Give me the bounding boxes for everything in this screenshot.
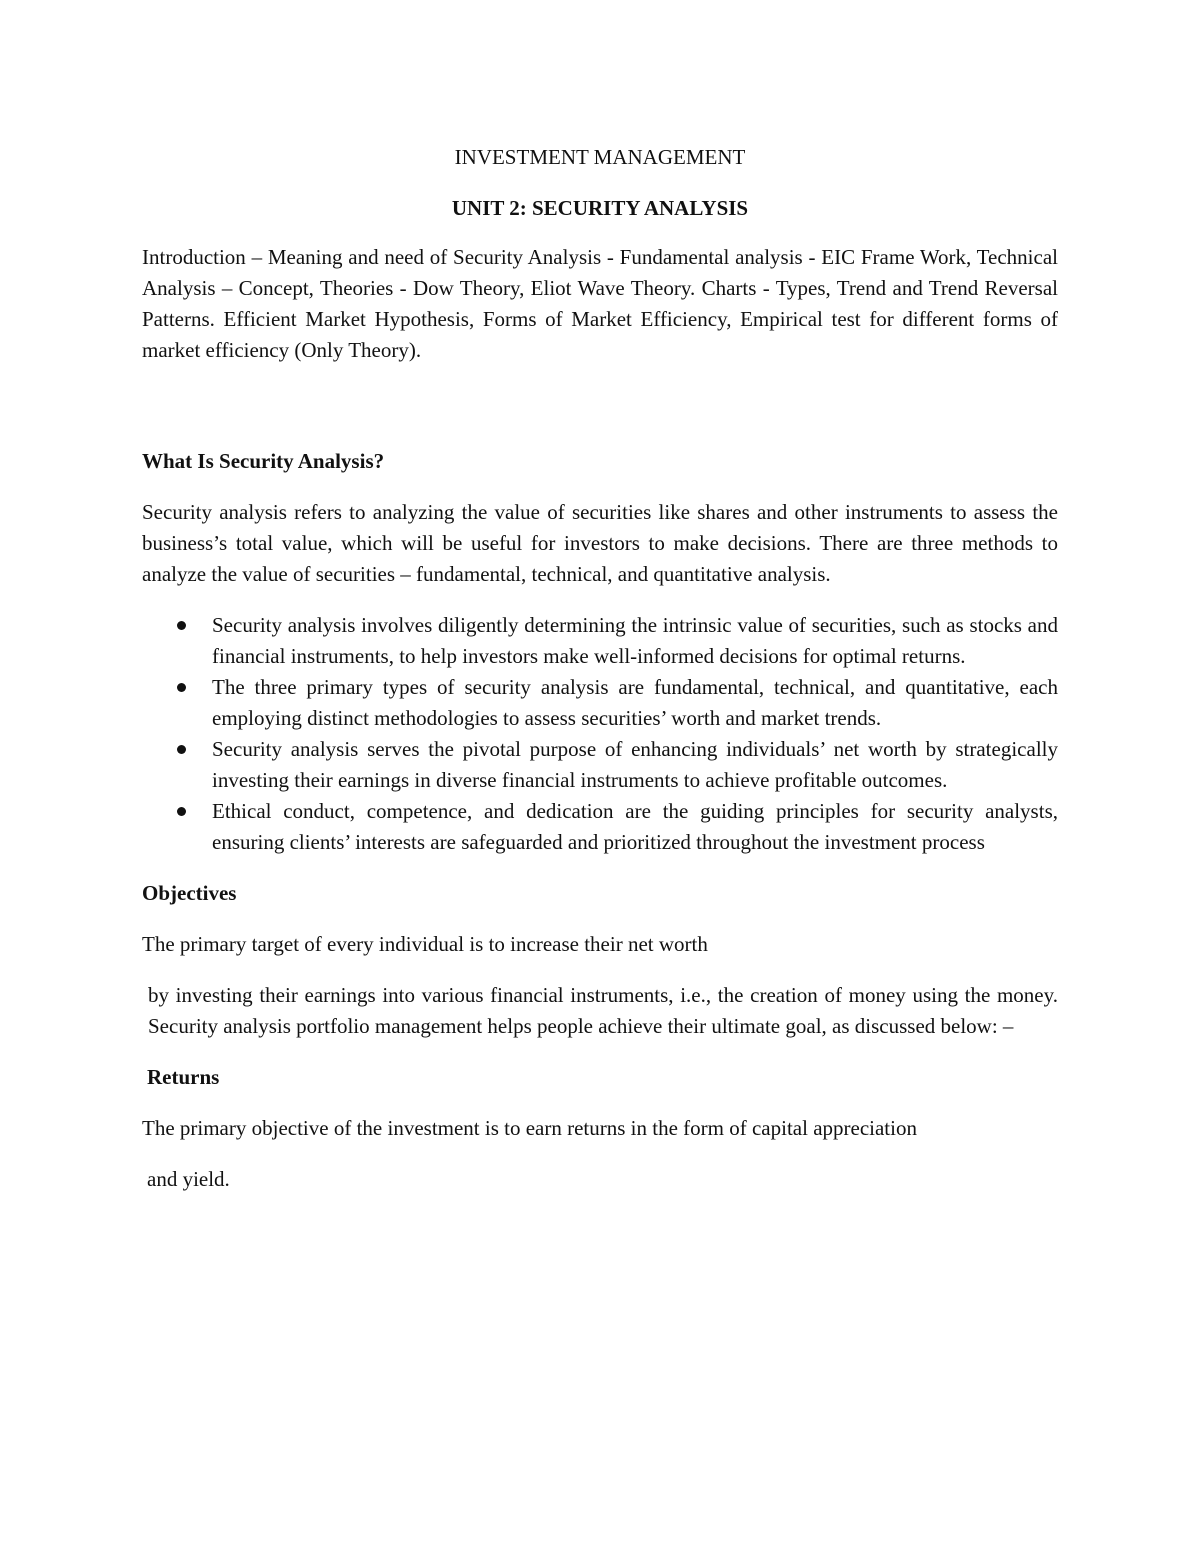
bullet-icon xyxy=(177,683,186,692)
list-item-text: Ethical conduct, competence, and dedication are the guiding principles for security analysts, ensuring clients’ interests are safeguarded and prioritized throughout the investment process xyxy=(212,799,1058,854)
returns-line-continued: and yield. xyxy=(147,1167,230,1191)
what-is-paragraph: Security analysis refers to analyzing the value of securities like shares and other instruments to assess the business’s total value, which will be useful for investors to make decisions. There are three methods to analyze the value of securities – fundamental, technical, and quantitative analysis. xyxy=(142,500,1058,586)
list-item-text: Security analysis serves the pivotal purpose of enhancing individuals’ net worth by strategically investing their earnings in diverse financial instruments to achieve profitable outcomes. xyxy=(212,737,1058,792)
list-item xyxy=(142,796,1058,858)
key-points-list xyxy=(142,610,1058,858)
objectives-line: The primary target of every individual is to increase their net worth xyxy=(142,932,708,956)
list-item xyxy=(142,734,1058,796)
bullet-icon xyxy=(177,745,186,754)
unit-title: UNIT 2: SECURITY ANALYSIS xyxy=(451,196,749,220)
returns-heading: Returns xyxy=(147,1065,220,1089)
syllabus-paragraph: Introduction – Meaning and need of Security Analysis - Fundamental analysis - EIC Frame Work, Technical Analysis – Concept, Theories - Dow Theory, Eliot Wave Theory. Charts - Types, Trend and Trend Reversal Patterns. Efficient Market Hypothesis, Forms of Market Efficiency, Empirical test for different forms of market efficiency (Only Theory). xyxy=(142,245,1058,362)
returns-line: The primary objective of the investment is to earn returns in the form of capital appreciation xyxy=(142,1116,917,1140)
objectives-paragraph: by investing their earnings into various financial instruments, i.e., the creation of money using the money. Security analysis portfolio management helps people achieve their ultimate goal, as discussed below: – xyxy=(148,983,1058,1038)
what-is-heading: What Is Security Analysis? xyxy=(142,449,385,473)
bullet-icon xyxy=(177,807,186,816)
bullet-icon xyxy=(177,621,186,630)
list-item-text: The three primary types of security analysis are fundamental, technical, and quantitative, each employing distinct methodologies to assess securities’ worth and market trends. xyxy=(212,675,1058,730)
list-item xyxy=(142,672,1058,734)
objectives-heading: Objectives xyxy=(142,881,237,905)
document-title: INVESTMENT MANAGEMENT xyxy=(454,145,746,169)
page-content xyxy=(142,142,1058,1195)
list-item-text: Security analysis involves diligently determining the intrinsic value of securities, such as stocks and financial instruments, to help investors make well-informed decisions for optimal returns. xyxy=(212,613,1058,668)
list-item xyxy=(142,610,1058,672)
